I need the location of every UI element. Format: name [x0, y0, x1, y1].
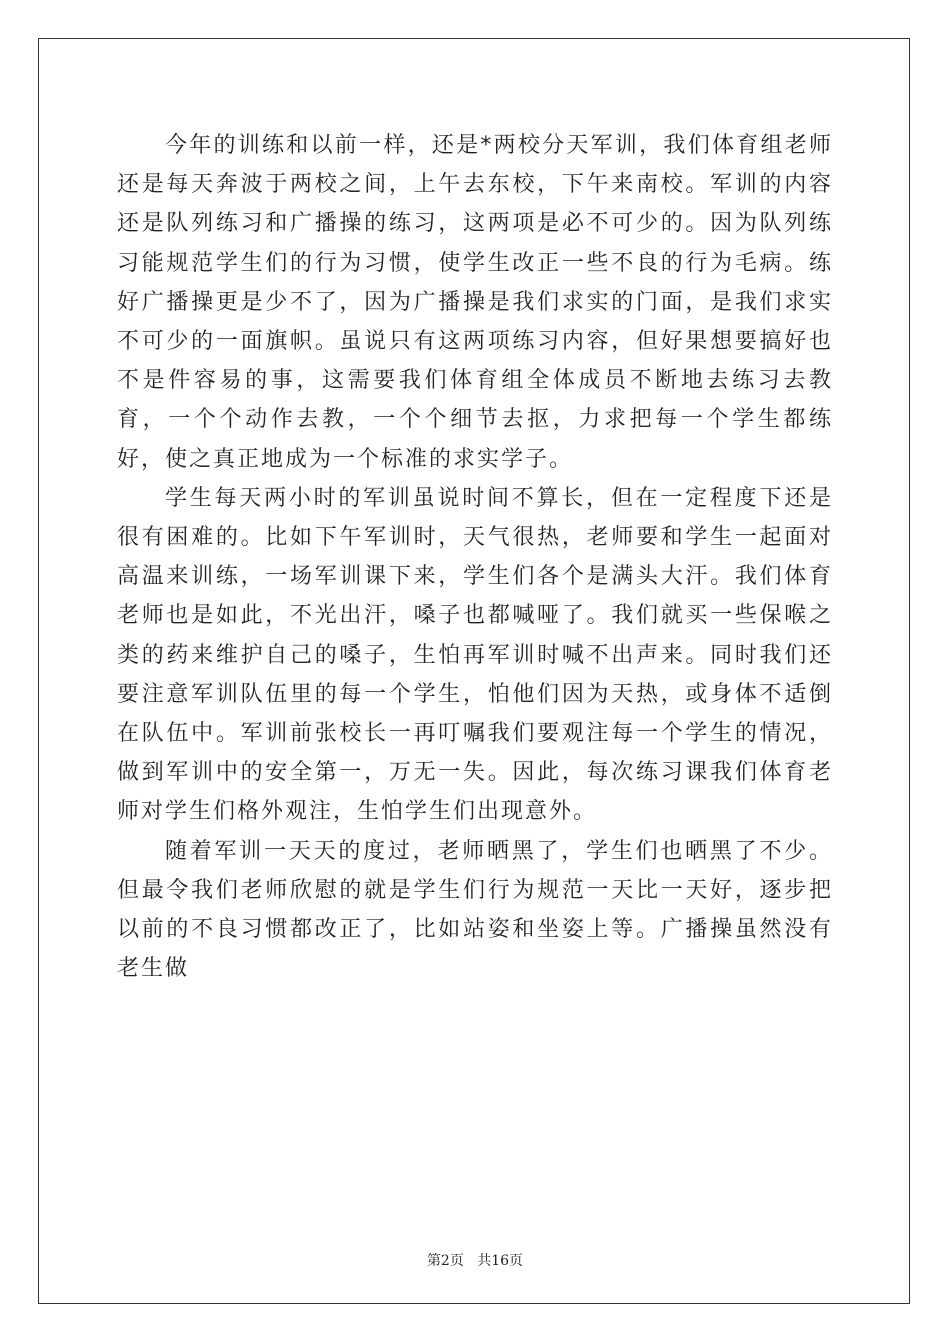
paragraph-1: 今年的训练和以前一样，还是*两校分天军训，我们体育组老师还是每天奔波于两校之间，上午去东校，下午来南校。军训的内容还是队列练习和广播操的练习，这两项是必不可少的。因为队列练习能规范学生们的行为习惯，使学生改正一些不良的行为毛病。练好广播操更是少不了，因为广播操是我们求实的门面，是我们求实不可少的一面旗帜。虽说只有这两项练习内容，但好果想要搞好也不是件容易的事，这需要我们体育组全体成员不断地去练习去教育，一个个动作去教，一个个细节去抠，力求把每一个学生都练好，使之真正地成为一个标准的求实学子。 [117, 133, 833, 472]
paragraph-3: 随着军训一天天的度过，老师晒黑了，学生们也晒黑了不少。但最令我们老师欣慰的就是学生们行为规范一天比一天好，逐步把以前的不良习惯都改正了，比如站姿和坐姿上等。广播操虽然没有老生做 [117, 838, 833, 982]
page-footer [0, 1250, 950, 1270]
total-pages: 共16页 [477, 1253, 524, 1269]
page-number: 第2页 [426, 1253, 464, 1269]
document-body [117, 126, 833, 988]
paragraph-2: 学生每天两小时的军训虽说时间不算长，但在一定程度下还是很有困难的。比如下午军训时，天气很热，老师要和学生一起面对高温来训练，一场军训课下来，学生们各个是满头大汗。我们体育老师也是如此，不光出汗，嗓子也都喊哑了。我们就买一些保喉之类的药来维护自己的嗓子，生怕再军训时喊不出声来。同时我们还要注意军训队伍里的每一个学生，怕他们因为天热，或身体不适倒在队伍中。军训前张校长一再叮嘱我们要观注每一个学生的情况，做到军训中的安全第一，万无一失。因此，每次练习课我们体育老师对学生们格外观注，生怕学生们出现意外。 [117, 485, 833, 825]
